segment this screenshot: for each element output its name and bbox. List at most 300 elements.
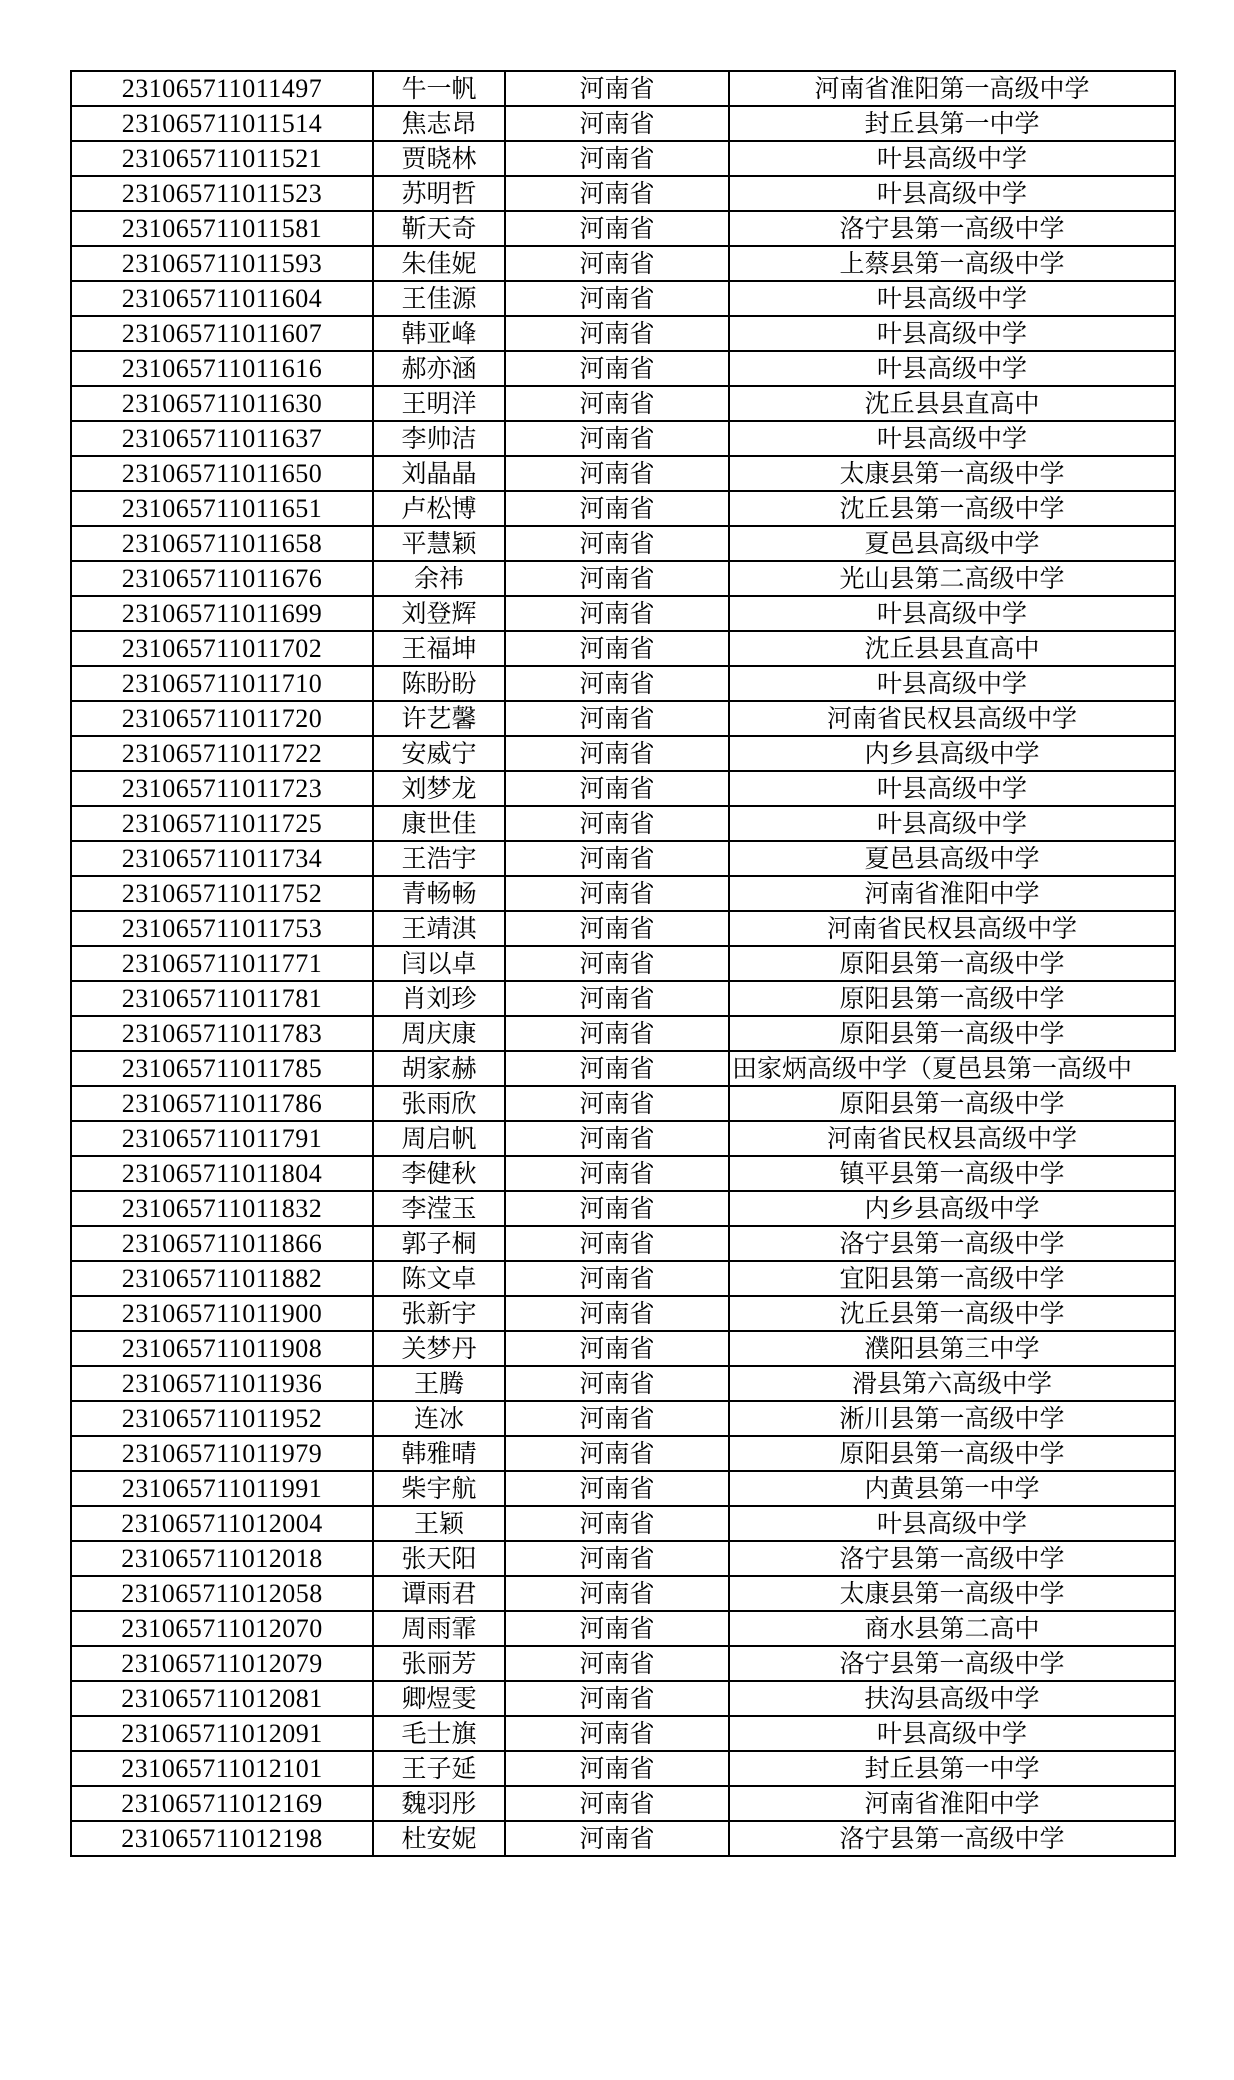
school-name-text: 沈丘县县直高中 bbox=[864, 634, 1040, 663]
school-cell bbox=[729, 1051, 1175, 1086]
province-cell: 河南省 bbox=[505, 736, 729, 771]
student-name-cell: 卿煜雯 bbox=[373, 1681, 505, 1716]
province-cell: 河南省 bbox=[505, 1086, 729, 1121]
student-name-cell: 陈盼盼 bbox=[373, 666, 505, 701]
province-cell: 河南省 bbox=[505, 1821, 729, 1856]
student-name-cell: 毛士旗 bbox=[373, 1716, 505, 1751]
exam-number-cell: 231065711012070 bbox=[71, 1611, 373, 1646]
exam-number-cell: 231065711011658 bbox=[71, 526, 373, 561]
exam-number-cell: 231065711011720 bbox=[71, 701, 373, 736]
table-row bbox=[71, 1051, 1175, 1086]
province-cell: 河南省 bbox=[505, 491, 729, 526]
school-cell bbox=[729, 456, 1175, 491]
school-name-text: 河南省民权县高级中学 bbox=[826, 1124, 1077, 1153]
province-cell: 河南省 bbox=[505, 771, 729, 806]
student-name-cell: 王明洋 bbox=[373, 386, 505, 421]
exam-number-cell: 231065711011785 bbox=[71, 1051, 373, 1086]
student-name-cell: 李健秋 bbox=[373, 1156, 505, 1191]
student-name-cell: 康世佳 bbox=[373, 806, 505, 841]
province-cell: 河南省 bbox=[505, 1681, 729, 1716]
province-cell: 河南省 bbox=[505, 1646, 729, 1681]
table-row bbox=[71, 211, 1175, 246]
school-name-text: 原阳县第一高级中学 bbox=[839, 1019, 1065, 1048]
table-row bbox=[71, 1436, 1175, 1471]
school-cell bbox=[729, 911, 1175, 946]
table-row bbox=[71, 1261, 1175, 1296]
student-name-cell: 魏羽彤 bbox=[373, 1786, 505, 1821]
school-cell bbox=[729, 561, 1175, 596]
exam-number-cell: 231065711011952 bbox=[71, 1401, 373, 1436]
school-cell bbox=[729, 841, 1175, 876]
school-name-text: 沈丘县县直高中 bbox=[864, 389, 1040, 418]
school-name-text: 原阳县第一高级中学 bbox=[839, 1089, 1065, 1118]
school-name-text: 宜阳县第一高级中学 bbox=[839, 1264, 1065, 1293]
school-cell bbox=[729, 316, 1175, 351]
exam-number-cell: 231065711012169 bbox=[71, 1786, 373, 1821]
province-cell: 河南省 bbox=[505, 421, 729, 456]
school-name-text: 洛宁县第一高级中学 bbox=[839, 1824, 1065, 1853]
student-name-cell: 贾晓林 bbox=[373, 141, 505, 176]
student-roster-table bbox=[70, 70, 1176, 1857]
exam-number-cell: 231065711012198 bbox=[71, 1821, 373, 1856]
province-cell: 河南省 bbox=[505, 1576, 729, 1611]
student-name-cell: 王福坤 bbox=[373, 631, 505, 666]
school-name-text: 淅川县第一高级中学 bbox=[839, 1404, 1065, 1433]
table-row bbox=[71, 1191, 1175, 1226]
province-cell: 河南省 bbox=[505, 106, 729, 141]
exam-number-cell: 231065711011753 bbox=[71, 911, 373, 946]
school-name-text: 河南省民权县高级中学 bbox=[826, 704, 1077, 733]
school-name-text: 太康县第一高级中学 bbox=[839, 1579, 1065, 1608]
student-name-cell: 胡家赫 bbox=[373, 1051, 505, 1086]
school-cell bbox=[729, 736, 1175, 771]
school-cell bbox=[729, 1121, 1175, 1156]
table-row bbox=[71, 71, 1175, 106]
student-name-cell: 靳天奇 bbox=[373, 211, 505, 246]
table-row bbox=[71, 876, 1175, 911]
table-row bbox=[71, 421, 1175, 456]
school-cell bbox=[729, 806, 1175, 841]
school-name-text: 上蔡县第一高级中学 bbox=[839, 249, 1065, 278]
school-name-text: 滑县第六高级中学 bbox=[851, 1369, 1052, 1398]
province-cell: 河南省 bbox=[505, 911, 729, 946]
school-name-text: 叶县高级中学 bbox=[876, 284, 1027, 313]
school-name-text: 叶县高级中学 bbox=[876, 179, 1027, 208]
school-name-text: 叶县高级中学 bbox=[876, 144, 1027, 173]
school-name-text: 原阳县第一高级中学 bbox=[839, 949, 1065, 978]
table-row bbox=[71, 596, 1175, 631]
province-cell: 河南省 bbox=[505, 1786, 729, 1821]
school-name-text: 河南省淮阳中学 bbox=[864, 879, 1040, 908]
exam-number-cell: 231065711011676 bbox=[71, 561, 373, 596]
table-row bbox=[71, 1016, 1175, 1051]
table-row bbox=[71, 526, 1175, 561]
school-cell bbox=[729, 1226, 1175, 1261]
exam-number-cell: 231065711011866 bbox=[71, 1226, 373, 1261]
exam-number-cell: 231065711011725 bbox=[71, 806, 373, 841]
table-row bbox=[71, 631, 1175, 666]
school-cell bbox=[729, 1366, 1175, 1401]
province-cell: 河南省 bbox=[505, 596, 729, 631]
school-cell bbox=[729, 1576, 1175, 1611]
exam-number-cell: 231065711012101 bbox=[71, 1751, 373, 1786]
province-cell: 河南省 bbox=[505, 981, 729, 1016]
school-cell bbox=[729, 946, 1175, 981]
school-name-text: 濮阳县第三中学 bbox=[864, 1334, 1040, 1363]
exam-number-cell: 231065711011991 bbox=[71, 1471, 373, 1506]
school-cell bbox=[729, 771, 1175, 806]
table-row bbox=[71, 946, 1175, 981]
province-cell: 河南省 bbox=[505, 1366, 729, 1401]
student-name-cell: 周雨霏 bbox=[373, 1611, 505, 1646]
exam-number-cell: 231065711011521 bbox=[71, 141, 373, 176]
school-name-text: 洛宁县第一高级中学 bbox=[839, 1649, 1065, 1678]
exam-number-cell: 231065711011607 bbox=[71, 316, 373, 351]
exam-number-cell: 231065711011523 bbox=[71, 176, 373, 211]
table-row bbox=[71, 1296, 1175, 1331]
school-name-text: 河南省淮阳中学 bbox=[864, 1789, 1040, 1818]
table-row bbox=[71, 141, 1175, 176]
table-row bbox=[71, 1366, 1175, 1401]
school-cell bbox=[729, 1331, 1175, 1366]
province-cell: 河南省 bbox=[505, 666, 729, 701]
student-name-cell: 刘梦龙 bbox=[373, 771, 505, 806]
table-row bbox=[71, 1821, 1175, 1856]
province-cell: 河南省 bbox=[505, 1506, 729, 1541]
student-name-cell: 王佳源 bbox=[373, 281, 505, 316]
table-row bbox=[71, 1401, 1175, 1436]
table-row bbox=[71, 701, 1175, 736]
school-name-text: 内黄县第一中学 bbox=[864, 1474, 1040, 1503]
table-row bbox=[71, 106, 1175, 141]
table-row bbox=[71, 1226, 1175, 1261]
student-name-cell: 张新宇 bbox=[373, 1296, 505, 1331]
exam-number-cell: 231065711011723 bbox=[71, 771, 373, 806]
school-name-text: 夏邑县高级中学 bbox=[864, 844, 1040, 873]
table-row bbox=[71, 1506, 1175, 1541]
table-row bbox=[71, 1576, 1175, 1611]
exam-number-cell: 231065711011791 bbox=[71, 1121, 373, 1156]
student-name-cell: 朱佳妮 bbox=[373, 246, 505, 281]
school-name-text: 封丘县第一中学 bbox=[864, 1754, 1040, 1783]
exam-number-cell: 231065711011650 bbox=[71, 456, 373, 491]
table-row bbox=[71, 771, 1175, 806]
school-name-text: 镇平县第一高级中学 bbox=[839, 1159, 1065, 1188]
province-cell: 河南省 bbox=[505, 876, 729, 911]
school-cell bbox=[729, 1191, 1175, 1226]
table-row bbox=[71, 666, 1175, 701]
province-cell: 河南省 bbox=[505, 1226, 729, 1261]
province-cell: 河南省 bbox=[505, 1716, 729, 1751]
table-row bbox=[71, 316, 1175, 351]
student-name-cell: 李帅洁 bbox=[373, 421, 505, 456]
school-name-text: 原阳县第一高级中学 bbox=[839, 984, 1065, 1013]
province-cell: 河南省 bbox=[505, 806, 729, 841]
school-name-text: 叶县高级中学 bbox=[876, 669, 1027, 698]
school-cell bbox=[729, 71, 1175, 106]
table-row bbox=[71, 841, 1175, 876]
school-cell bbox=[729, 246, 1175, 281]
province-cell: 河南省 bbox=[505, 631, 729, 666]
province-cell: 河南省 bbox=[505, 1751, 729, 1786]
exam-number-cell: 231065711011783 bbox=[71, 1016, 373, 1051]
school-name-text: 田家炳高级中学（夏邑县第一高级中 bbox=[732, 1054, 1133, 1083]
school-name-text: 叶县高级中学 bbox=[876, 809, 1027, 838]
school-name-text: 洛宁县第一高级中学 bbox=[839, 1229, 1065, 1258]
table-row bbox=[71, 1716, 1175, 1751]
exam-number-cell: 231065711011651 bbox=[71, 491, 373, 526]
exam-number-cell: 231065711011734 bbox=[71, 841, 373, 876]
province-cell: 河南省 bbox=[505, 561, 729, 596]
student-name-cell: 杜安妮 bbox=[373, 1821, 505, 1856]
student-name-cell: 王子延 bbox=[373, 1751, 505, 1786]
table-row bbox=[71, 1086, 1175, 1121]
student-name-cell: 王浩宇 bbox=[373, 841, 505, 876]
province-cell: 河南省 bbox=[505, 211, 729, 246]
province-cell: 河南省 bbox=[505, 1331, 729, 1366]
table-row bbox=[71, 736, 1175, 771]
student-name-cell: 苏明哲 bbox=[373, 176, 505, 211]
roster-body bbox=[71, 71, 1175, 1856]
province-cell: 河南省 bbox=[505, 386, 729, 421]
school-name-text: 封丘县第一中学 bbox=[864, 109, 1040, 138]
student-name-cell: 王颖 bbox=[373, 1506, 505, 1541]
exam-number-cell: 231065711011497 bbox=[71, 71, 373, 106]
province-cell: 河南省 bbox=[505, 1436, 729, 1471]
table-row bbox=[71, 491, 1175, 526]
student-name-cell: 卢松博 bbox=[373, 491, 505, 526]
table-row bbox=[71, 1611, 1175, 1646]
student-name-cell: 肖刘珍 bbox=[373, 981, 505, 1016]
student-name-cell: 许艺馨 bbox=[373, 701, 505, 736]
table-row bbox=[71, 1156, 1175, 1191]
school-cell bbox=[729, 141, 1175, 176]
school-cell bbox=[729, 631, 1175, 666]
school-cell bbox=[729, 1296, 1175, 1331]
province-cell: 河南省 bbox=[505, 946, 729, 981]
school-name-text: 洛宁县第一高级中学 bbox=[839, 1544, 1065, 1573]
school-cell bbox=[729, 1541, 1175, 1576]
exam-number-cell: 231065711011514 bbox=[71, 106, 373, 141]
table-row bbox=[71, 1681, 1175, 1716]
school-name-text: 太康县第一高级中学 bbox=[839, 459, 1065, 488]
exam-number-cell: 231065711011604 bbox=[71, 281, 373, 316]
school-cell bbox=[729, 1086, 1175, 1121]
student-name-cell: 王靖淇 bbox=[373, 911, 505, 946]
exam-number-cell: 231065711011699 bbox=[71, 596, 373, 631]
province-cell: 河南省 bbox=[505, 1471, 729, 1506]
student-name-cell: 张丽芳 bbox=[373, 1646, 505, 1681]
exam-number-cell: 231065711011702 bbox=[71, 631, 373, 666]
province-cell: 河南省 bbox=[505, 1121, 729, 1156]
student-name-cell: 韩雅晴 bbox=[373, 1436, 505, 1471]
school-cell bbox=[729, 1401, 1175, 1436]
school-cell bbox=[729, 421, 1175, 456]
exam-number-cell: 231065711012091 bbox=[71, 1716, 373, 1751]
school-name-text: 内乡县高级中学 bbox=[864, 739, 1040, 768]
table-row bbox=[71, 981, 1175, 1016]
table-row bbox=[71, 1121, 1175, 1156]
school-name-text: 内乡县高级中学 bbox=[864, 1194, 1040, 1223]
exam-number-cell: 231065711012058 bbox=[71, 1576, 373, 1611]
exam-number-cell: 231065711011936 bbox=[71, 1366, 373, 1401]
student-name-cell: 周庆康 bbox=[373, 1016, 505, 1051]
school-cell bbox=[729, 1016, 1175, 1051]
school-name-text: 原阳县第一高级中学 bbox=[839, 1439, 1065, 1468]
school-cell bbox=[729, 1471, 1175, 1506]
school-name-text: 叶县高级中学 bbox=[876, 319, 1027, 348]
exam-number-cell: 231065711011781 bbox=[71, 981, 373, 1016]
school-cell bbox=[729, 876, 1175, 911]
school-cell bbox=[729, 1261, 1175, 1296]
school-cell bbox=[729, 1436, 1175, 1471]
student-name-cell: 余祎 bbox=[373, 561, 505, 596]
school-cell bbox=[729, 981, 1175, 1016]
exam-number-cell: 231065711011637 bbox=[71, 421, 373, 456]
exam-number-cell: 231065711012081 bbox=[71, 1681, 373, 1716]
province-cell: 河南省 bbox=[505, 71, 729, 106]
school-cell bbox=[729, 666, 1175, 701]
student-name-cell: 韩亚峰 bbox=[373, 316, 505, 351]
school-cell bbox=[729, 1716, 1175, 1751]
school-name-text: 叶县高级中学 bbox=[876, 354, 1027, 383]
table-row bbox=[71, 456, 1175, 491]
exam-number-cell: 231065711012018 bbox=[71, 1541, 373, 1576]
student-name-cell: 张雨欣 bbox=[373, 1086, 505, 1121]
student-name-cell: 焦志昂 bbox=[373, 106, 505, 141]
school-name-text: 沈丘县第一高级中学 bbox=[839, 1299, 1065, 1328]
province-cell: 河南省 bbox=[505, 841, 729, 876]
school-cell bbox=[729, 1786, 1175, 1821]
exam-number-cell: 231065711011710 bbox=[71, 666, 373, 701]
school-cell bbox=[729, 526, 1175, 561]
province-cell: 河南省 bbox=[505, 1261, 729, 1296]
student-name-cell: 关梦丹 bbox=[373, 1331, 505, 1366]
province-cell: 河南省 bbox=[505, 526, 729, 561]
exam-number-cell: 231065711011722 bbox=[71, 736, 373, 771]
table-row bbox=[71, 1471, 1175, 1506]
table-row bbox=[71, 1751, 1175, 1786]
school-cell bbox=[729, 281, 1175, 316]
school-name-text: 夏邑县高级中学 bbox=[864, 529, 1040, 558]
province-cell: 河南省 bbox=[505, 351, 729, 386]
exam-number-cell: 231065711011882 bbox=[71, 1261, 373, 1296]
exam-number-cell: 231065711011593 bbox=[71, 246, 373, 281]
table-row bbox=[71, 246, 1175, 281]
school-name-text: 叶县高级中学 bbox=[876, 774, 1027, 803]
school-name-text: 叶县高级中学 bbox=[876, 599, 1027, 628]
province-cell: 河南省 bbox=[505, 1016, 729, 1051]
student-name-cell: 周启帆 bbox=[373, 1121, 505, 1156]
province-cell: 河南省 bbox=[505, 281, 729, 316]
student-name-cell: 牛一帆 bbox=[373, 71, 505, 106]
table-row bbox=[71, 351, 1175, 386]
student-name-cell: 青畅畅 bbox=[373, 876, 505, 911]
table-row bbox=[71, 561, 1175, 596]
table-row bbox=[71, 1786, 1175, 1821]
school-cell bbox=[729, 1681, 1175, 1716]
school-cell bbox=[729, 106, 1175, 141]
school-cell bbox=[729, 596, 1175, 631]
school-name-text: 叶县高级中学 bbox=[876, 1719, 1027, 1748]
exam-number-cell: 231065711011908 bbox=[71, 1331, 373, 1366]
exam-number-cell: 231065711011616 bbox=[71, 351, 373, 386]
school-cell bbox=[729, 701, 1175, 736]
school-cell bbox=[729, 211, 1175, 246]
student-name-cell: 安威宁 bbox=[373, 736, 505, 771]
school-cell bbox=[729, 1751, 1175, 1786]
exam-number-cell: 231065711011804 bbox=[71, 1156, 373, 1191]
school-name-text: 商水县第二高中 bbox=[864, 1614, 1040, 1643]
school-name-text: 沈丘县第一高级中学 bbox=[839, 494, 1065, 523]
school-cell bbox=[729, 176, 1175, 211]
table-row bbox=[71, 1646, 1175, 1681]
school-name-text: 河南省民权县高级中学 bbox=[826, 914, 1077, 943]
student-name-cell: 陈文卓 bbox=[373, 1261, 505, 1296]
exam-number-cell: 231065711011581 bbox=[71, 211, 373, 246]
province-cell: 河南省 bbox=[505, 1156, 729, 1191]
exam-number-cell: 231065711012079 bbox=[71, 1646, 373, 1681]
province-cell: 河南省 bbox=[505, 456, 729, 491]
student-name-cell: 刘晶晶 bbox=[373, 456, 505, 491]
province-cell: 河南省 bbox=[505, 246, 729, 281]
exam-number-cell: 231065711012004 bbox=[71, 1506, 373, 1541]
province-cell: 河南省 bbox=[505, 1611, 729, 1646]
student-name-cell: 李滢玉 bbox=[373, 1191, 505, 1226]
province-cell: 河南省 bbox=[505, 701, 729, 736]
province-cell: 河南省 bbox=[505, 1401, 729, 1436]
exam-number-cell: 231065711011771 bbox=[71, 946, 373, 981]
table-row bbox=[71, 281, 1175, 316]
exam-number-cell: 231065711011752 bbox=[71, 876, 373, 911]
province-cell: 河南省 bbox=[505, 316, 729, 351]
student-name-cell: 闫以卓 bbox=[373, 946, 505, 981]
student-name-cell: 郝亦涵 bbox=[373, 351, 505, 386]
school-cell bbox=[729, 1646, 1175, 1681]
school-name-text: 叶县高级中学 bbox=[876, 424, 1027, 453]
exam-number-cell: 231065711011630 bbox=[71, 386, 373, 421]
school-cell bbox=[729, 1156, 1175, 1191]
province-cell: 河南省 bbox=[505, 1541, 729, 1576]
table-row bbox=[71, 1541, 1175, 1576]
province-cell: 河南省 bbox=[505, 1191, 729, 1226]
province-cell: 河南省 bbox=[505, 141, 729, 176]
school-name-text: 叶县高级中学 bbox=[876, 1509, 1027, 1538]
exam-number-cell: 231065711011786 bbox=[71, 1086, 373, 1121]
school-cell bbox=[729, 491, 1175, 526]
exam-number-cell: 231065711011832 bbox=[71, 1191, 373, 1226]
table-row bbox=[71, 806, 1175, 841]
student-name-cell: 王腾 bbox=[373, 1366, 505, 1401]
student-name-cell: 张天阳 bbox=[373, 1541, 505, 1576]
school-name-text: 光山县第二高级中学 bbox=[839, 564, 1065, 593]
student-name-cell: 平慧颖 bbox=[373, 526, 505, 561]
table-row bbox=[71, 176, 1175, 211]
province-cell: 河南省 bbox=[505, 1296, 729, 1331]
province-cell: 河南省 bbox=[505, 1051, 729, 1086]
student-name-cell: 连冰 bbox=[373, 1401, 505, 1436]
school-cell bbox=[729, 351, 1175, 386]
exam-number-cell: 231065711011979 bbox=[71, 1436, 373, 1471]
table-row bbox=[71, 1331, 1175, 1366]
student-name-cell: 郭子桐 bbox=[373, 1226, 505, 1261]
student-name-cell: 刘登辉 bbox=[373, 596, 505, 631]
exam-number-cell: 231065711011900 bbox=[71, 1296, 373, 1331]
province-cell: 河南省 bbox=[505, 176, 729, 211]
table-row bbox=[71, 386, 1175, 421]
school-cell bbox=[729, 386, 1175, 421]
school-cell bbox=[729, 1506, 1175, 1541]
